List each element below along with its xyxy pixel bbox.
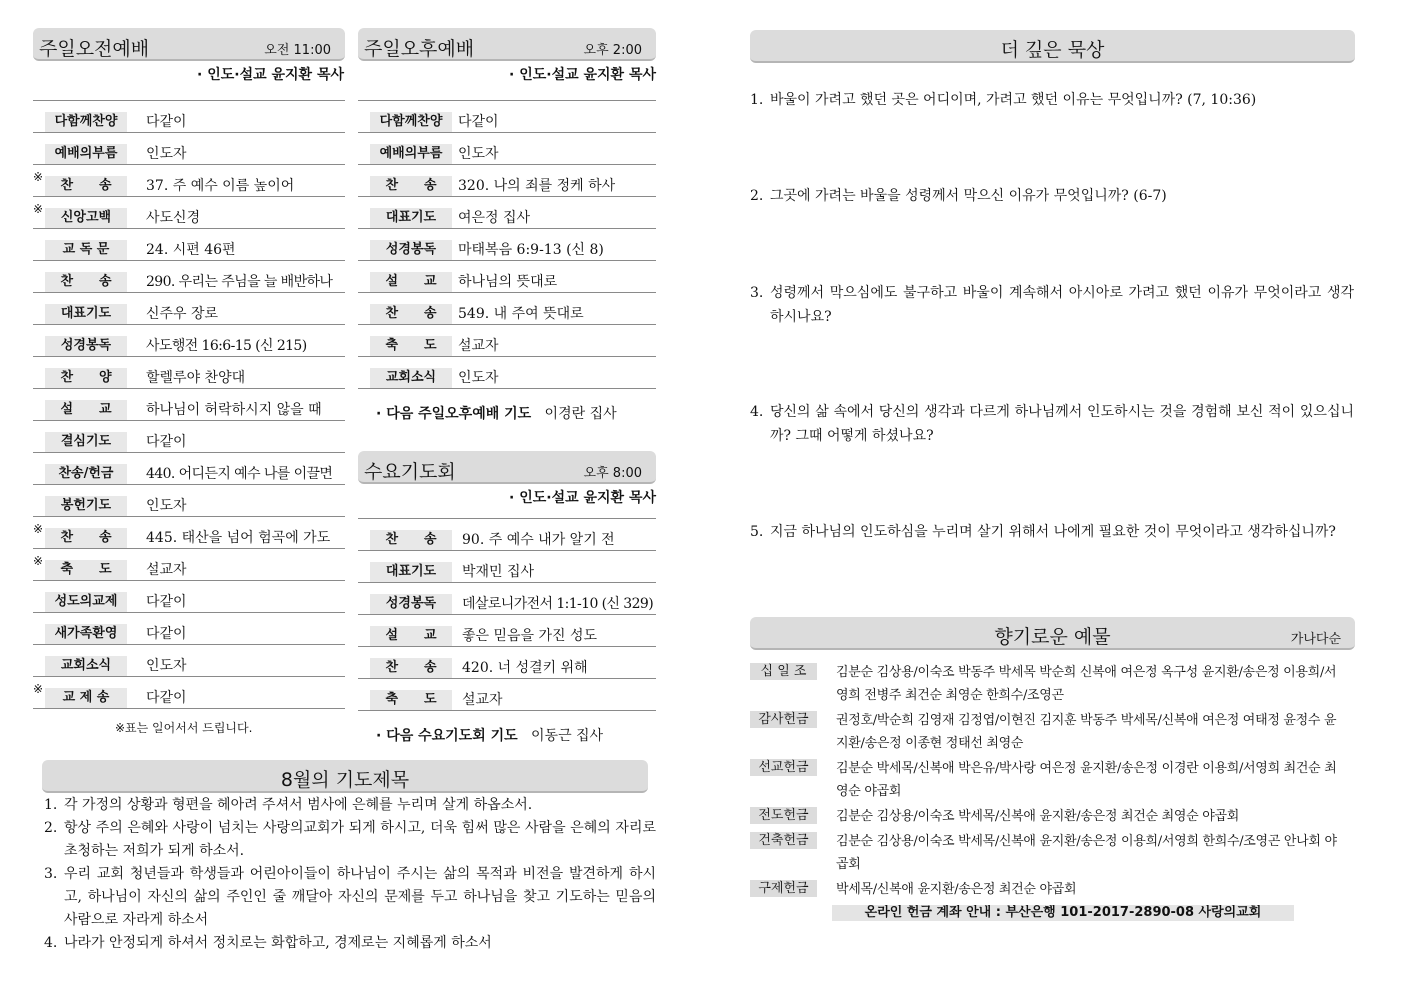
offering-names: 박세목/신복애 윤지환/송은정 최건순 야곱회	[836, 882, 1077, 897]
order-row	[33, 613, 345, 645]
order-row	[358, 101, 656, 133]
order-label: 교 제 송	[45, 688, 127, 708]
wednesday-service-header	[358, 451, 656, 484]
standing-mark: ※	[33, 554, 44, 568]
order-value: 사도신경	[146, 210, 201, 226]
offering-category: 선교헌금	[750, 759, 817, 776]
order-row	[358, 293, 656, 325]
order-value: 여은정 집사	[458, 210, 531, 226]
order-value: 다같이	[146, 434, 187, 450]
order-value: 90. 주 예수 내가 알기 전	[462, 532, 615, 548]
order-value: 인도자	[146, 146, 187, 162]
order-row	[33, 101, 345, 133]
order-value: 할렐루야 찬양대	[146, 370, 246, 386]
prayer-item-number: 2.	[44, 820, 58, 836]
order-label: 찬 송	[370, 304, 452, 324]
order-label: 새가족환영	[45, 624, 127, 644]
offering-row	[750, 830, 1340, 876]
wednesday-service-title: 수요기도회	[364, 461, 456, 483]
order-value: 290. 우리는 주님을 늘 배반하나	[146, 274, 333, 290]
order-row	[33, 133, 345, 165]
order-value: 440. 어디든지 예수 나를 이끌면	[146, 466, 333, 482]
order-value: 320. 나의 죄를 정케 하사	[458, 178, 616, 194]
morning-order-table	[33, 100, 345, 721]
offering-category: 십 일 조	[750, 663, 817, 680]
order-value: 신주우 장로	[146, 306, 219, 322]
meditation-question	[750, 520, 1354, 544]
order-label: 찬 송	[370, 658, 452, 678]
order-value: 다같이	[146, 626, 187, 642]
order-row	[33, 261, 345, 293]
wednesday-order-table	[358, 518, 656, 719]
wednesday-leader: · 인도·설교 윤지환 목사	[509, 490, 656, 506]
offering-names: 김분순 김상용/이숙조 박세목/신복애 윤지환/송은정 이용희/서영희 한희수/조영곤 안나회 야곱회	[836, 834, 1337, 872]
order-value: 인도자	[146, 498, 187, 514]
prayer-item-number: 1.	[44, 797, 58, 813]
offering-list	[750, 661, 1340, 903]
order-value: 하나님의 뜻대로	[458, 274, 558, 290]
question-text: 지금 하나님의 인도하심을 누리며 살기 위해서 나에게 필요한 것이 무엇이라고 생각하십니까?	[770, 524, 1336, 540]
order-row	[358, 229, 656, 261]
order-label: 찬 송	[45, 272, 127, 292]
order-label: 예배의부름	[370, 144, 452, 164]
order-row	[33, 421, 345, 453]
offering-names: 권정호/박순희 김영재 김정엽/이현진 김지훈 박동주 박세목/신복애 여은정 여태정 윤정수 윤지환/송은정 이종현 정태선 최영순	[836, 713, 1337, 751]
meditation-question	[750, 88, 1354, 112]
order-row	[33, 389, 345, 421]
online-offering-account: 온라인 헌금 계좌 안내 : 부산은행 101-2017-2890-08 사랑의교회	[832, 905, 1294, 921]
prayer-item-text: 우리 교회 청년들과 학생들과 어린아이들이 하나님이 주시는 삶의 목적과 비전을 발견하게 하시고, 하나님이 자신의 삶의 주인인 줄 깨달아 자신의 문제를 두고 하나님을 찾고 기도하는 믿음의 사람으로 자라게 하소서	[64, 866, 656, 928]
prayer-list	[44, 794, 656, 955]
offering-row	[750, 709, 1340, 755]
prayer-header	[42, 760, 648, 793]
order-label: 축 도	[370, 336, 452, 356]
offering-row	[750, 805, 1340, 828]
order-row	[33, 581, 345, 613]
order-label: 설 교	[370, 272, 452, 292]
order-value: 설교자	[458, 338, 499, 354]
order-label: 성경봉독	[45, 336, 127, 356]
standing-note: ※표는 일어서서 드립니다.	[115, 721, 253, 735]
order-value: 다같이	[458, 114, 499, 130]
prayer-item	[44, 817, 656, 863]
afternoon-leader: · 인도·설교 윤지환 목사	[509, 67, 656, 83]
prayer-title: 8월의 기도제목	[280, 769, 410, 791]
meditation-question	[750, 184, 1354, 208]
order-label: 교회소식	[370, 368, 452, 388]
order-value: 사도행전 16:6-15 (신 215)	[146, 338, 307, 354]
order-label: 다함께찬양	[45, 112, 127, 132]
standing-mark: ※	[33, 682, 44, 696]
order-value: 데살로니가전서 1:1-10 (신 329)	[462, 596, 654, 612]
question-text: 성령께서 막으심에도 불구하고 바울이 계속해서 아시아로 가려고 했던 이유가 무엇이라고 생각하시나요?	[770, 285, 1354, 325]
question-text: 바울이 가려고 했던 곳은 어디이며, 가려고 했던 이유는 무엇입니까? (7, 10:36)	[770, 92, 1257, 108]
order-row	[358, 197, 656, 229]
prayer-item-number: 4.	[44, 935, 58, 951]
meditation-header	[750, 30, 1355, 63]
prayer-item	[44, 794, 656, 817]
prayer-item	[44, 932, 656, 955]
offering-row	[750, 661, 1340, 707]
order-value: 좋은 믿음을 가진 성도	[462, 628, 598, 644]
offering-order-note: 가나다순	[1290, 632, 1341, 647]
order-value: 다같이	[146, 594, 187, 610]
order-label: 교 독 문	[45, 240, 127, 260]
question-number: 1.	[750, 92, 764, 108]
order-value: 인도자	[146, 658, 187, 674]
order-label: 축 도	[370, 690, 452, 710]
order-value: 박재민 집사	[462, 564, 535, 580]
order-label: 성경봉독	[370, 240, 452, 260]
order-value: 인도자	[458, 146, 499, 162]
order-label: 결심기도	[45, 432, 127, 452]
prayer-item-text: 항상 주의 은혜와 사랑이 넘치는 사랑의교회가 되게 하시고, 더욱 힘써 많은 사람을 은혜의 자리로 초청하는 저희가 되게 하소서.	[64, 820, 656, 859]
prayer-item-text: 각 가정의 상황과 형편을 헤아려 주셔서 범사에 은혜를 누리며 살게 하옵소서.	[64, 797, 533, 813]
question-number: 5.	[750, 524, 764, 540]
order-label: 찬 양	[45, 368, 127, 388]
order-value: 420. 너 성결키 위해	[462, 660, 588, 676]
order-row	[33, 645, 345, 677]
order-label: 찬 송	[370, 176, 452, 196]
order-row	[358, 357, 656, 389]
order-value: 445. 태산을 넘어 험곡에 가도	[146, 530, 331, 546]
order-value: 인도자	[458, 370, 499, 386]
order-value: 설교자	[146, 562, 187, 578]
order-label: 찬송/헌금	[45, 464, 127, 484]
wednesday-next-prayer: · 다음 수요기도회 기도 이동근 집사	[376, 728, 604, 744]
meditation-title: 더 깊은 묵상	[1000, 39, 1105, 61]
order-label: 성도의교제	[45, 592, 127, 612]
order-label: 성경봉독	[370, 594, 452, 614]
order-row	[358, 133, 656, 165]
offering-names: 김분순 김상용/이숙조 박세목/신복애 윤지환/송은정 최건순 최영순 야곱회	[836, 809, 1239, 824]
morning-service-time: 오전 11:00	[264, 43, 331, 58]
order-label: 찬 송	[45, 528, 127, 548]
order-row	[358, 615, 656, 647]
afternoon-service-header	[358, 28, 656, 61]
order-label: 대표기도	[370, 208, 452, 228]
offering-row	[750, 878, 1340, 901]
offering-category: 구제헌금	[750, 880, 817, 897]
offering-title: 향기로운 예물	[994, 626, 1111, 648]
afternoon-service-title: 주일오후예배	[364, 38, 475, 60]
prayer-item	[44, 863, 656, 932]
order-label: 신앙고백	[45, 208, 127, 228]
offering-category: 건축헌금	[750, 832, 817, 849]
afternoon-service-time: 오후 2:00	[583, 43, 642, 58]
order-label: 대표기도	[45, 304, 127, 324]
order-row	[33, 517, 345, 549]
order-label: 축 도	[45, 560, 127, 580]
question-number: 4.	[750, 404, 764, 420]
order-row	[358, 165, 656, 197]
meditation-question	[750, 281, 1354, 329]
order-label: 찬 송	[370, 530, 452, 550]
order-label: 설 교	[370, 626, 452, 646]
order-row	[358, 325, 656, 357]
order-row	[358, 679, 656, 711]
order-row	[33, 229, 345, 261]
order-value: 37. 주 예수 이름 높이어	[146, 178, 295, 194]
offering-names: 김분순 박세목/신복애 박은유/박사랑 여은정 윤지환/송은정 이경란 이용희/서영희 최건순 최영순 야곱회	[836, 761, 1337, 799]
order-value: 24. 시편 46편	[146, 242, 236, 258]
offering-header	[750, 617, 1355, 650]
question-number: 3.	[750, 285, 764, 301]
offering-row	[750, 757, 1340, 803]
order-value: 다같이	[146, 690, 187, 706]
question-text: 그곳에 가려는 바울을 성령께서 막으신 이유가 무엇입니까? (6-7)	[770, 188, 1167, 204]
order-row	[33, 293, 345, 325]
prayer-item-number: 3.	[44, 866, 58, 882]
order-value: 하나님이 허락하시지 않을 때	[146, 402, 322, 418]
order-value: 마태복음 6:9-13 (신 8)	[458, 242, 604, 258]
morning-service-header	[33, 28, 345, 61]
order-label: 대표기도	[370, 562, 452, 582]
order-label: 교회소식	[45, 656, 127, 676]
order-label: 예배의부름	[45, 144, 127, 164]
offering-category: 전도헌금	[750, 807, 817, 824]
order-row	[33, 165, 345, 197]
order-row	[33, 357, 345, 389]
standing-mark: ※	[33, 170, 44, 184]
order-row	[33, 325, 345, 357]
morning-service-title: 주일오전예배	[39, 38, 150, 60]
wednesday-service-time: 오후 8:00	[583, 466, 642, 481]
question-text: 당신의 삶 속에서 당신의 생각과 다르게 하나님께서 인도하시는 것을 경험해 보신 적이 있으십니까? 그때 어떻게 하셨나요?	[770, 404, 1354, 444]
offering-names: 김분순 김상용/이숙조 박동주 박세목 박순희 신복애 여은정 옥구성 윤지환/송은정 이용희/서영희 전병주 최건순 최영순 한희수/조영곤	[836, 665, 1337, 703]
order-value: 다같이	[146, 114, 187, 130]
order-row	[33, 197, 345, 229]
question-number: 2.	[750, 188, 764, 204]
standing-mark: ※	[33, 522, 44, 536]
order-label: 다함께찬양	[370, 112, 452, 132]
order-row	[358, 551, 656, 583]
afternoon-next-prayer: · 다음 주일오후예배 기도 이경란 집사	[376, 406, 617, 422]
order-label: 봉헌기도	[45, 496, 127, 516]
order-row	[33, 453, 345, 485]
afternoon-order-table	[358, 100, 656, 401]
order-value: 549. 내 주여 뜻대로	[458, 306, 584, 322]
order-row	[358, 583, 656, 615]
order-value: 설교자	[462, 692, 503, 708]
order-label: 찬 송	[45, 176, 127, 196]
order-row	[358, 261, 656, 293]
order-row	[358, 647, 656, 679]
order-row	[33, 677, 345, 709]
order-row	[33, 549, 345, 581]
standing-mark: ※	[33, 202, 44, 216]
order-row	[33, 485, 345, 517]
meditation-question	[750, 400, 1354, 448]
prayer-item-text: 나라가 안정되게 하셔서 정치로는 화합하고, 경제로는 지혜롭게 하소서	[64, 935, 492, 951]
morning-leader: · 인도·설교 윤지환 목사	[197, 67, 344, 83]
offering-category: 감사헌금	[750, 711, 817, 728]
order-row	[358, 519, 656, 551]
order-label: 설 교	[45, 400, 127, 420]
